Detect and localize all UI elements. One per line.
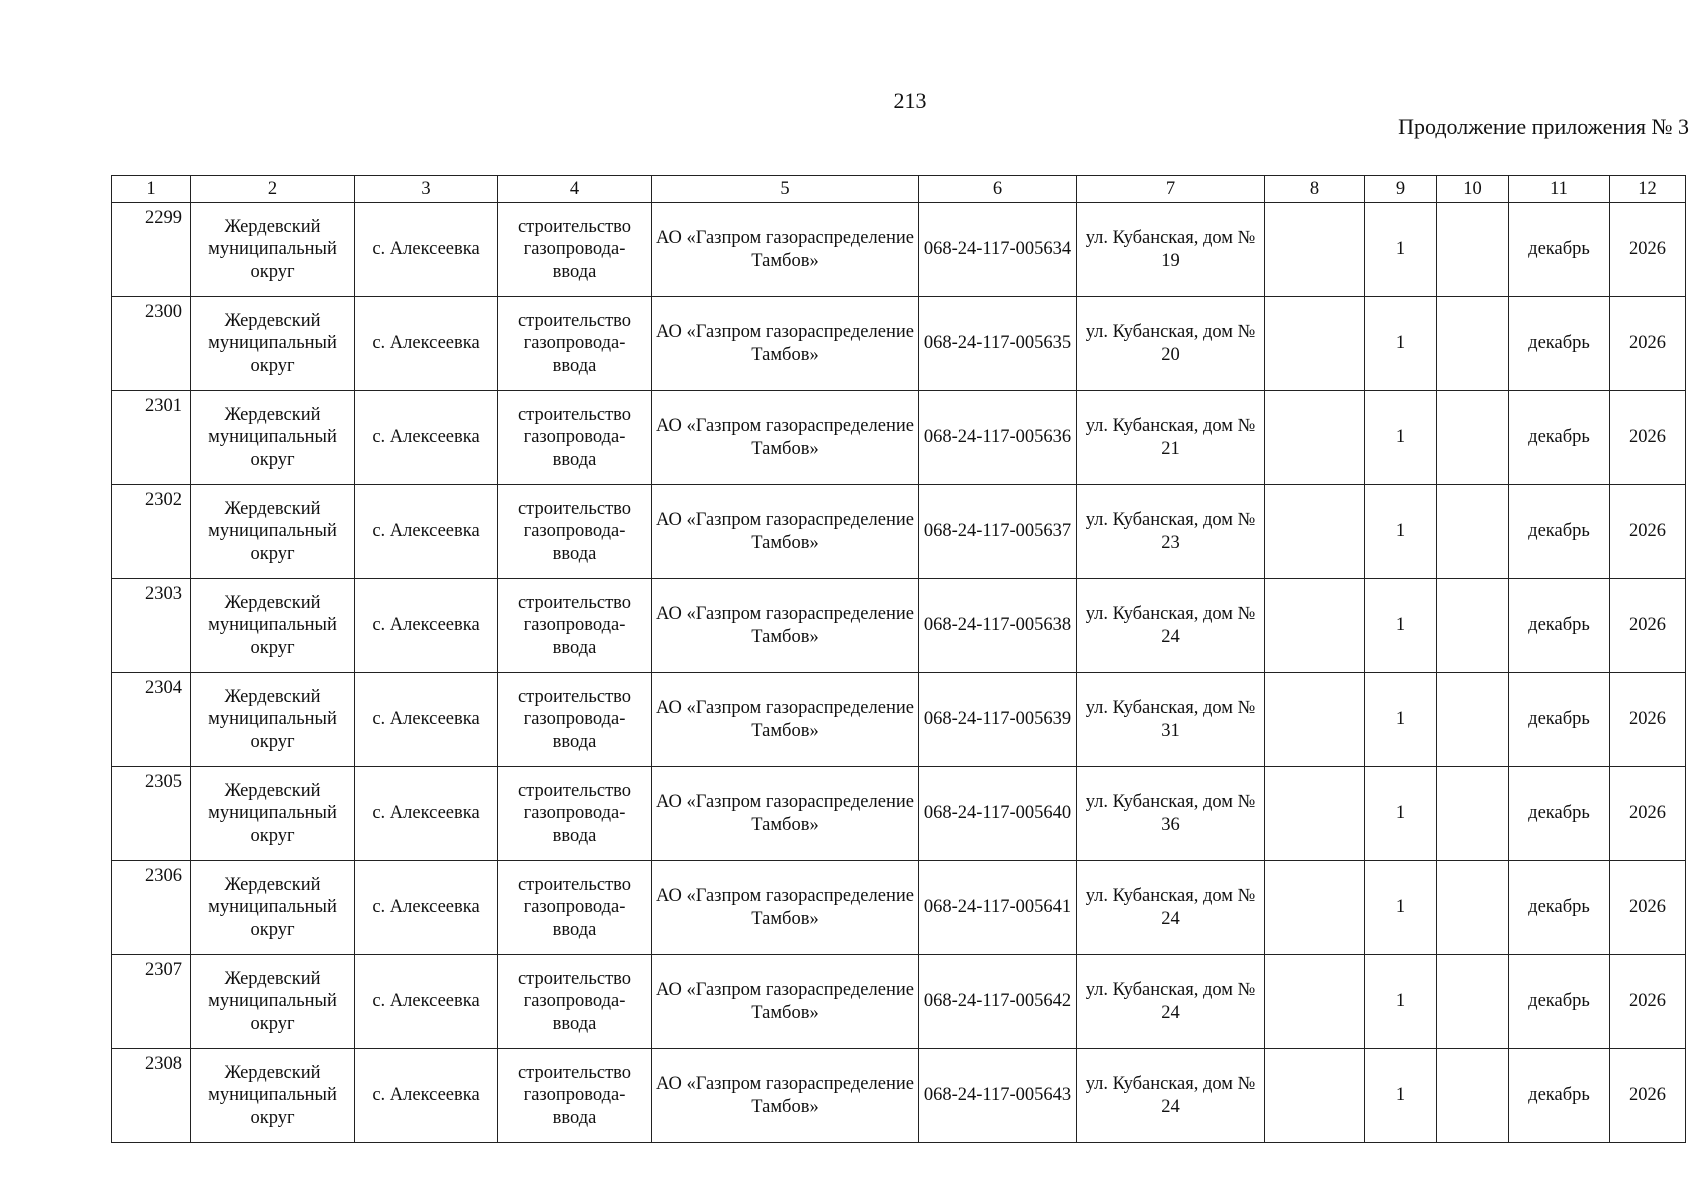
cell-locality: с. Алексеевка — [355, 391, 498, 485]
cell-row-number: 2303 — [112, 579, 191, 673]
cell-month: декабрь — [1509, 203, 1610, 297]
table-row — [112, 297, 1686, 391]
cell-address: ул. Кубанская, дом № 24 — [1077, 1049, 1265, 1143]
cell-month: декабрь — [1509, 485, 1610, 579]
cell-organization: АО «Газпром газораспределение Тамбов» — [652, 955, 919, 1049]
cell-object-code: 068-24-117-005638 — [919, 579, 1077, 673]
cell-object-code: 068-24-117-005639 — [919, 673, 1077, 767]
cell-locality: с. Алексеевка — [355, 673, 498, 767]
cell-work-type: строительство газопровода-ввода — [498, 673, 652, 767]
cell-year: 2026 — [1610, 767, 1686, 861]
column-header: 1 — [112, 176, 191, 203]
cell-row-number: 2300 — [112, 297, 191, 391]
cell-row-number: 2302 — [112, 485, 191, 579]
cell-address: ул. Кубанская, дом № 31 — [1077, 673, 1265, 767]
appendix-note: Продолжение приложения № 3 — [1398, 114, 1689, 139]
cell-row-number: 2307 — [112, 955, 191, 1049]
cell-district: Жердевский муниципальный округ — [191, 391, 355, 485]
cell-district: Жердевский муниципальный округ — [191, 1049, 355, 1143]
cell-address: ул. Кубанская, дом № 23 — [1077, 485, 1265, 579]
cell-col-10 — [1437, 203, 1509, 297]
cell-col-10 — [1437, 1049, 1509, 1143]
table-body — [112, 203, 1686, 1143]
column-header: 11 — [1509, 176, 1610, 203]
cell-col-8 — [1265, 297, 1365, 391]
cell-year: 2026 — [1610, 485, 1686, 579]
cell-work-type: строительство газопровода-ввода — [498, 579, 652, 673]
cell-year: 2026 — [1610, 297, 1686, 391]
cell-month: декабрь — [1509, 673, 1610, 767]
cell-row-number: 2299 — [112, 203, 191, 297]
cell-row-number: 2306 — [112, 861, 191, 955]
cell-address: ул. Кубанская, дом № 24 — [1077, 579, 1265, 673]
cell-district: Жердевский муниципальный округ — [191, 297, 355, 391]
cell-month: декабрь — [1509, 297, 1610, 391]
cell-locality: с. Алексеевка — [355, 767, 498, 861]
cell-address: ул. Кубанская, дом № 24 — [1077, 955, 1265, 1049]
cell-organization: АО «Газпром газораспределение Тамбов» — [652, 297, 919, 391]
cell-col-8 — [1265, 485, 1365, 579]
cell-col-8 — [1265, 391, 1365, 485]
cell-col-8 — [1265, 579, 1365, 673]
cell-col-10 — [1437, 673, 1509, 767]
table-row — [112, 861, 1686, 955]
cell-organization: АО «Газпром газораспределение Тамбов» — [652, 391, 919, 485]
table-row — [112, 955, 1686, 1049]
table-row — [112, 673, 1686, 767]
column-header: 5 — [652, 176, 919, 203]
cell-address: ул. Кубанская, дом № 21 — [1077, 391, 1265, 485]
cell-col-8 — [1265, 1049, 1365, 1143]
cell-col-10 — [1437, 955, 1509, 1049]
cell-address: ул. Кубанская, дом № 36 — [1077, 767, 1265, 861]
column-header: 8 — [1265, 176, 1365, 203]
cell-locality: с. Алексеевка — [355, 1049, 498, 1143]
cell-work-type: строительство газопровода-ввода — [498, 485, 652, 579]
cell-col-10 — [1437, 767, 1509, 861]
cell-organization: АО «Газпром газораспределение Тамбов» — [652, 767, 919, 861]
cell-year: 2026 — [1610, 1049, 1686, 1143]
cell-month: декабрь — [1509, 579, 1610, 673]
cell-quantity: 1 — [1365, 955, 1437, 1049]
cell-year: 2026 — [1610, 673, 1686, 767]
cell-object-code: 068-24-117-005635 — [919, 297, 1077, 391]
cell-organization: АО «Газпром газораспределение Тамбов» — [652, 861, 919, 955]
cell-locality: с. Алексеевка — [355, 485, 498, 579]
cell-work-type: строительство газопровода-ввода — [498, 1049, 652, 1143]
cell-year: 2026 — [1610, 861, 1686, 955]
cell-col-10 — [1437, 297, 1509, 391]
cell-district: Жердевский муниципальный округ — [191, 485, 355, 579]
cell-col-10 — [1437, 485, 1509, 579]
table-row — [112, 391, 1686, 485]
cell-organization: АО «Газпром газораспределение Тамбов» — [652, 1049, 919, 1143]
cell-quantity: 1 — [1365, 485, 1437, 579]
cell-row-number: 2308 — [112, 1049, 191, 1143]
column-header: 7 — [1077, 176, 1265, 203]
cell-month: декабрь — [1509, 861, 1610, 955]
cell-month: декабрь — [1509, 767, 1610, 861]
cell-locality: с. Алексеевка — [355, 579, 498, 673]
cell-organization: АО «Газпром газораспределение Тамбов» — [652, 485, 919, 579]
column-header: 4 — [498, 176, 652, 203]
cell-locality: с. Алексеевка — [355, 955, 498, 1049]
cell-address: ул. Кубанская, дом № 24 — [1077, 861, 1265, 955]
cell-col-8 — [1265, 955, 1365, 1049]
cell-organization: АО «Газпром газораспределение Тамбов» — [652, 579, 919, 673]
cell-year: 2026 — [1610, 391, 1686, 485]
cell-organization: АО «Газпром газораспределение Тамбов» — [652, 673, 919, 767]
cell-quantity: 1 — [1365, 579, 1437, 673]
cell-object-code: 068-24-117-005642 — [919, 955, 1077, 1049]
cell-organization: АО «Газпром газораспределение Тамбов» — [652, 203, 919, 297]
cell-work-type: строительство газопровода-ввода — [498, 297, 652, 391]
column-header: 9 — [1365, 176, 1437, 203]
cell-col-8 — [1265, 861, 1365, 955]
cell-work-type: строительство газопровода-ввода — [498, 861, 652, 955]
cell-district: Жердевский муниципальный округ — [191, 955, 355, 1049]
cell-month: декабрь — [1509, 955, 1610, 1049]
cell-address: ул. Кубанская, дом № 20 — [1077, 297, 1265, 391]
column-header: 10 — [1437, 176, 1509, 203]
cell-month: декабрь — [1509, 391, 1610, 485]
cell-col-8 — [1265, 673, 1365, 767]
cell-col-10 — [1437, 579, 1509, 673]
cell-quantity: 1 — [1365, 1049, 1437, 1143]
cell-quantity: 1 — [1365, 203, 1437, 297]
table-row — [112, 485, 1686, 579]
cell-quantity: 1 — [1365, 861, 1437, 955]
cell-month: декабрь — [1509, 1049, 1610, 1143]
column-header: 12 — [1610, 176, 1686, 203]
registry-table — [111, 175, 1686, 1143]
cell-object-code: 068-24-117-005640 — [919, 767, 1077, 861]
cell-row-number: 2301 — [112, 391, 191, 485]
cell-district: Жердевский муниципальный округ — [191, 767, 355, 861]
cell-col-8 — [1265, 767, 1365, 861]
table-row — [112, 579, 1686, 673]
table-row — [112, 203, 1686, 297]
cell-work-type: строительство газопровода-ввода — [498, 767, 652, 861]
cell-year: 2026 — [1610, 203, 1686, 297]
cell-district: Жердевский муниципальный округ — [191, 579, 355, 673]
cell-col-10 — [1437, 391, 1509, 485]
cell-year: 2026 — [1610, 579, 1686, 673]
cell-object-code: 068-24-117-005637 — [919, 485, 1077, 579]
cell-district: Жердевский муниципальный округ — [191, 673, 355, 767]
table-row — [112, 767, 1686, 861]
column-number-row — [112, 176, 1686, 203]
cell-quantity: 1 — [1365, 673, 1437, 767]
cell-year: 2026 — [1610, 955, 1686, 1049]
column-header: 2 — [191, 176, 355, 203]
column-header: 6 — [919, 176, 1077, 203]
cell-work-type: строительство газопровода-ввода — [498, 955, 652, 1049]
cell-district: Жердевский муниципальный округ — [191, 203, 355, 297]
cell-quantity: 1 — [1365, 391, 1437, 485]
cell-row-number: 2304 — [112, 673, 191, 767]
cell-district: Жердевский муниципальный округ — [191, 861, 355, 955]
cell-locality: с. Алексеевка — [355, 861, 498, 955]
cell-address: ул. Кубанская, дом № 19 — [1077, 203, 1265, 297]
cell-work-type: строительство газопровода-ввода — [498, 391, 652, 485]
cell-col-8 — [1265, 203, 1365, 297]
cell-object-code: 068-24-117-005634 — [919, 203, 1077, 297]
cell-col-10 — [1437, 861, 1509, 955]
table-row — [112, 1049, 1686, 1143]
cell-locality: с. Алексеевка — [355, 297, 498, 391]
column-header: 3 — [355, 176, 498, 203]
page-number: 213 — [893, 88, 927, 113]
cell-locality: с. Алексеевка — [355, 203, 498, 297]
cell-quantity: 1 — [1365, 297, 1437, 391]
cell-object-code: 068-24-117-005636 — [919, 391, 1077, 485]
cell-row-number: 2305 — [112, 767, 191, 861]
cell-quantity: 1 — [1365, 767, 1437, 861]
cell-object-code: 068-24-117-005641 — [919, 861, 1077, 955]
cell-work-type: строительство газопровода-ввода — [498, 203, 652, 297]
cell-object-code: 068-24-117-005643 — [919, 1049, 1077, 1143]
